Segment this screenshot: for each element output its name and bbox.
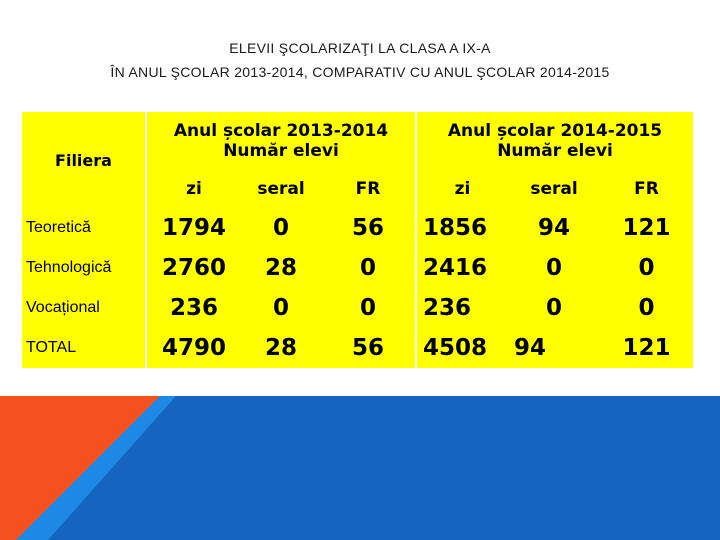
cell-value: 56 xyxy=(321,328,416,368)
header-year-2013: Anul școlar 2013-2014 xyxy=(173,121,389,141)
header-sub-2013: Număr elevi xyxy=(223,141,339,161)
decorative-footer-band xyxy=(0,396,720,540)
cell-value: 0 xyxy=(241,288,321,328)
table-row-total xyxy=(22,328,693,368)
cell-value: 1794 xyxy=(146,208,241,248)
cell-value: 0 xyxy=(508,248,600,288)
cell-value: 2416 xyxy=(416,248,508,288)
col-zi-2013: zi xyxy=(146,170,241,208)
header-sub-2014: Număr elevi xyxy=(497,141,613,161)
cell-value: 0 xyxy=(241,208,321,248)
cell-value: 236 xyxy=(146,288,241,328)
cell-value: 0 xyxy=(321,248,416,288)
col-fr-2013: FR xyxy=(321,170,416,208)
title-line-2: ÎN ANUL ŞCOLAR 2013-2014, COMPARATIV CU ANUL ŞCOLAR 2014-2015 xyxy=(110,64,610,80)
enrollment-table xyxy=(22,112,693,368)
cell-value: 0 xyxy=(600,248,693,288)
header-group-2014 xyxy=(416,112,693,170)
cell-value: 2760 xyxy=(146,248,241,288)
decorative-shapes xyxy=(0,396,720,540)
header-filiera: Filiera xyxy=(22,112,146,208)
cell-value: 94 xyxy=(508,208,600,248)
cell-value: 236 xyxy=(416,288,508,328)
header-year-2014: Anul școlar 2014-2015 xyxy=(447,121,663,141)
row-label: TOTAL xyxy=(22,328,146,368)
cell-value: 0 xyxy=(508,288,600,328)
col-zi-2014: zi xyxy=(416,170,508,208)
table-row xyxy=(22,208,693,248)
cell-value: 0 xyxy=(321,288,416,328)
cell-value: 56 xyxy=(321,208,416,248)
cell-value: 94 xyxy=(508,328,600,368)
cell-value: 1856 xyxy=(416,208,508,248)
cell-value: 4790 xyxy=(146,328,241,368)
table-row xyxy=(22,248,693,288)
col-seral-2013: seral xyxy=(241,170,321,208)
cell-value: 121 xyxy=(600,208,693,248)
table-row xyxy=(22,288,693,328)
row-label: Vocațional xyxy=(22,288,146,328)
cell-value: 0 xyxy=(600,288,693,328)
cell-value: 28 xyxy=(241,248,321,288)
header-group-2013 xyxy=(146,112,416,170)
title-line-1: ELEVII ŞCOLARIZAŢI LA CLASA A IX-A xyxy=(229,40,491,56)
col-seral-2014: seral xyxy=(508,170,600,208)
row-label: Teoretică xyxy=(22,208,146,248)
cell-value: 28 xyxy=(241,328,321,368)
col-fr-2014: FR xyxy=(600,170,693,208)
row-label: Tehnologică xyxy=(22,248,146,288)
cell-value: 4508 xyxy=(416,328,508,368)
cell-value: 121 xyxy=(600,328,693,368)
